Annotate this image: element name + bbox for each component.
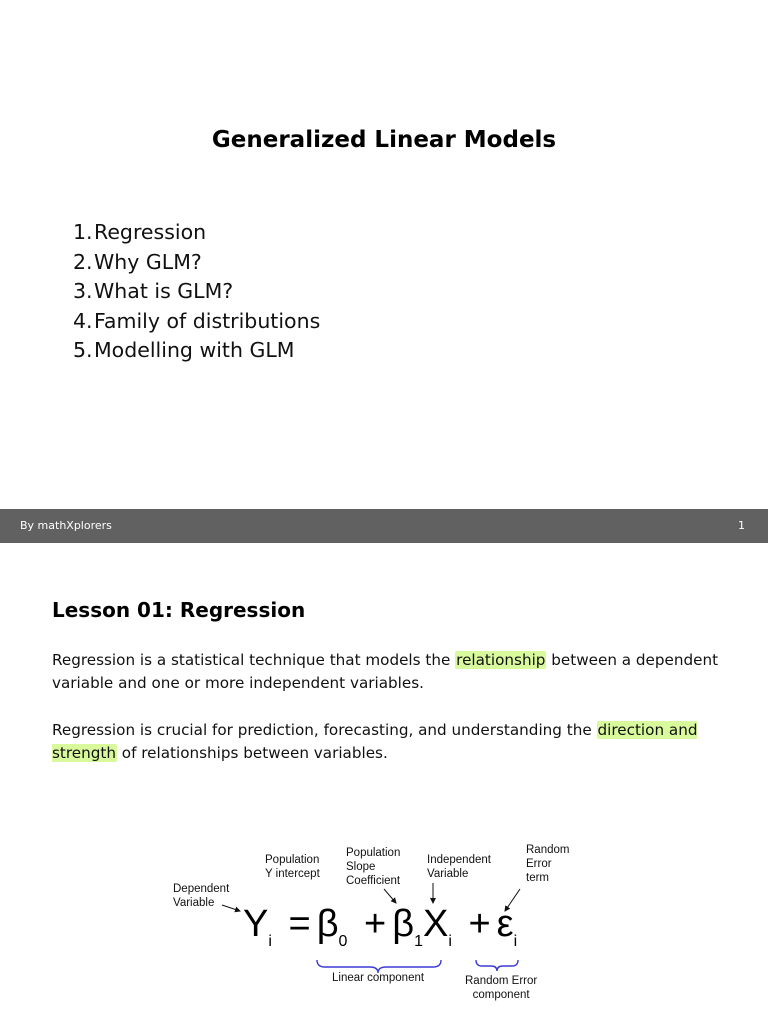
paragraph-text: Regression is crucial for prediction, forecasting, and understanding the — [52, 721, 597, 739]
paragraph-text: of relationships between variables. — [116, 744, 388, 762]
equation-beta0-subscript: 0 — [338, 933, 348, 950]
toc-number: 2. — [73, 249, 93, 274]
label-slope-coefficient: Population Slope Coefficient — [346, 847, 401, 887]
toc-label: What is GLM? — [94, 279, 234, 303]
label-dependent-variable: Dependent Variable — [173, 883, 230, 909]
equation-x-subscript: i — [448, 933, 452, 950]
equation-plus: + — [468, 903, 491, 945]
toc-item-modelling-with-glm — [73, 336, 320, 366]
toc-number: 1. — [73, 220, 93, 244]
arrow-slope — [384, 889, 396, 903]
table-of-contents — [73, 218, 320, 366]
equation-y-subscript: i — [268, 933, 272, 950]
toc-number: 5. — [73, 338, 93, 362]
regression-equation-diagram — [160, 835, 600, 1015]
toc-label: Family of distributions — [94, 308, 321, 333]
label-linear-component: Linear component — [332, 972, 425, 984]
label-independent-variable: Independent Variable — [427, 854, 491, 880]
arrow-random-error — [505, 889, 520, 911]
toc-label: Regression — [94, 220, 207, 244]
toc-number: 3. — [73, 279, 93, 303]
toc-item-why-glm — [73, 248, 320, 278]
equation-x: X — [422, 903, 449, 945]
toc-item-what-is-glm — [73, 277, 320, 307]
arrow-dependent — [222, 905, 240, 911]
equation-equals: = — [288, 903, 311, 945]
equation-plus: + — [364, 903, 387, 945]
equation-beta1-subscript: 1 — [414, 933, 423, 950]
highlighted-term: direction and strength — [52, 721, 698, 762]
equation-y: Y — [243, 903, 269, 945]
highlighted-term: relationship — [456, 651, 546, 669]
label-random-error-term: Random Error term — [526, 844, 570, 884]
label-random-error-component: Random Error component — [465, 975, 538, 1001]
brace-random-error — [476, 960, 518, 971]
lesson-title: Lesson 01: Regression — [52, 598, 306, 622]
paragraph-definition — [52, 649, 732, 695]
toc-label: Modelling with GLM — [94, 338, 295, 362]
label-y-intercept: Population Y intercept — [265, 854, 320, 880]
toc-item-regression — [73, 218, 320, 248]
equation-beta0: β — [316, 903, 339, 945]
footer-author: By mathXplorers — [20, 519, 112, 532]
footer-page-number: 1 — [738, 519, 745, 532]
paragraph-text: Regression is a statistical technique that models the — [52, 651, 456, 669]
equation-beta1: β — [392, 903, 415, 945]
page-footer — [0, 509, 768, 543]
page-title: Generalized Linear Models — [211, 127, 557, 153]
paragraph-text: between a dependent variable and one or more independent variables. — [52, 651, 719, 692]
equation-epsilon-subscript: i — [513, 933, 518, 950]
toc-item-family-of-distributions — [73, 307, 320, 337]
equation-epsilon: ε — [496, 903, 514, 945]
paragraph-importance — [52, 719, 732, 765]
toc-label: Why GLM? — [94, 249, 202, 274]
toc-number: 4. — [73, 308, 93, 333]
